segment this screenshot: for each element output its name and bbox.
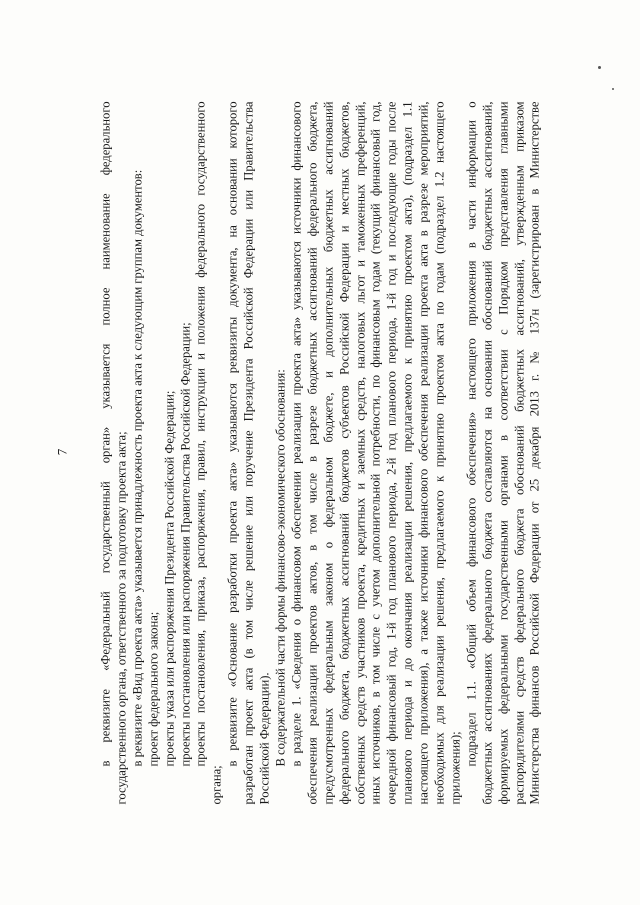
text-line: подраздел 1.1. «Общий объем финансового обеспечения» настоящего приложения в части информации о	[464, 101, 479, 767]
text-line: В содержательной части формы финансово-экономического обоснования:	[273, 369, 288, 767]
text-line: настоящего приложения), а также источники финансового обеспечения реализации проекта акта в разрезе мероприятий,	[416, 101, 431, 805]
text-line: проекты постановления, приказа, распоряжения, правил, инструкции и положения федерального государственного	[193, 101, 208, 767]
text-line: в реквизите «Вид проекта акта» указывается принадлежность проекта акта к следующим группам документов:	[130, 169, 145, 767]
page-number: 7	[54, 448, 70, 456]
text-line: предусмотренных федеральным законом о федеральном бюджете, и дополнительных бюджетных ассигнований	[321, 101, 336, 805]
text-line: в реквизите «Основание разработки проекта акта» указываются реквизиты документа, на основании которого	[225, 101, 240, 767]
text-line: Российской Федерации).	[257, 672, 272, 805]
document-body	[99, 102, 544, 805]
text-line: очередной финансовый год, 1-й год планового периода, 2-й год планового периода, 1-й год и последующие годы после	[384, 101, 399, 805]
text-line: необходимых для реализации решения, предлагаемого к принятию проектом акта по годам (подраздел 1.2 настоящего	[432, 101, 447, 805]
text-line: федерального бюджета, бюджетных ассигнований бюджетов субъектов Российской Федерации и местных бюджетов,	[337, 101, 352, 805]
text-line: собственных средств участников проекта, кредитных и заемных средств, налоговых льгот и таможенных преференций,	[353, 101, 367, 805]
scan-speck	[598, 66, 601, 69]
text-line: обеспечения реализации проектов актов, в том числе в разрезе бюджетных ассигнований федерального бюджета,	[305, 101, 320, 805]
text-line: в разделе 1. «Сведения о финансовом обеспечении реализации проекта акта» указываются источники финансового	[289, 101, 304, 767]
text-line: проект федерального закона;	[146, 611, 161, 767]
text-line: разработан проект акта (в том числе решение или поручение Президента Российской Федерации или Правительства	[241, 101, 256, 805]
text-line: проекты постановления или распоряжения Правительства Российской Федерации;	[178, 322, 193, 767]
text-line: органа;	[209, 765, 224, 805]
text-line: Министерства финансов Российской Федерации от 25 декабря 2013 г. № 137н (зарегистрирован в Министерстве	[527, 101, 542, 805]
text-line: распорядителями средств федерального бюджета обоснований бюджетных ассигнований, утвержденным приказом	[512, 101, 527, 805]
text-line: приложения);	[448, 731, 463, 805]
text-line: иных источников, в том числе с учетом дополнительной потребности, по финансовым годам (текущий финансовый год,	[368, 101, 383, 805]
rotated-document-sheet	[1, 0, 640, 905]
text-line: государственного органа, ответственного за подготовку проекта акта;	[114, 431, 129, 805]
scan-speck	[612, 88, 614, 90]
text-line: проекты указа или распоряжения Президента Российской Федерации;	[162, 390, 177, 767]
text-line: планового периода и до окончания реализации решения, предлагаемого к принятию проектом акта), (подраздел 1.1	[400, 101, 415, 805]
text-line: бюджетных ассигнованиях федерального бюджета составляются на основании обоснований бюджетных ассигнований,	[480, 101, 495, 805]
text-line: в реквизите «Федеральный государственный орган» указывается полное наименование федерального	[98, 101, 113, 767]
text-line: формируемых федеральными государственными органами в соответствии с Порядком представления главными	[496, 101, 511, 805]
